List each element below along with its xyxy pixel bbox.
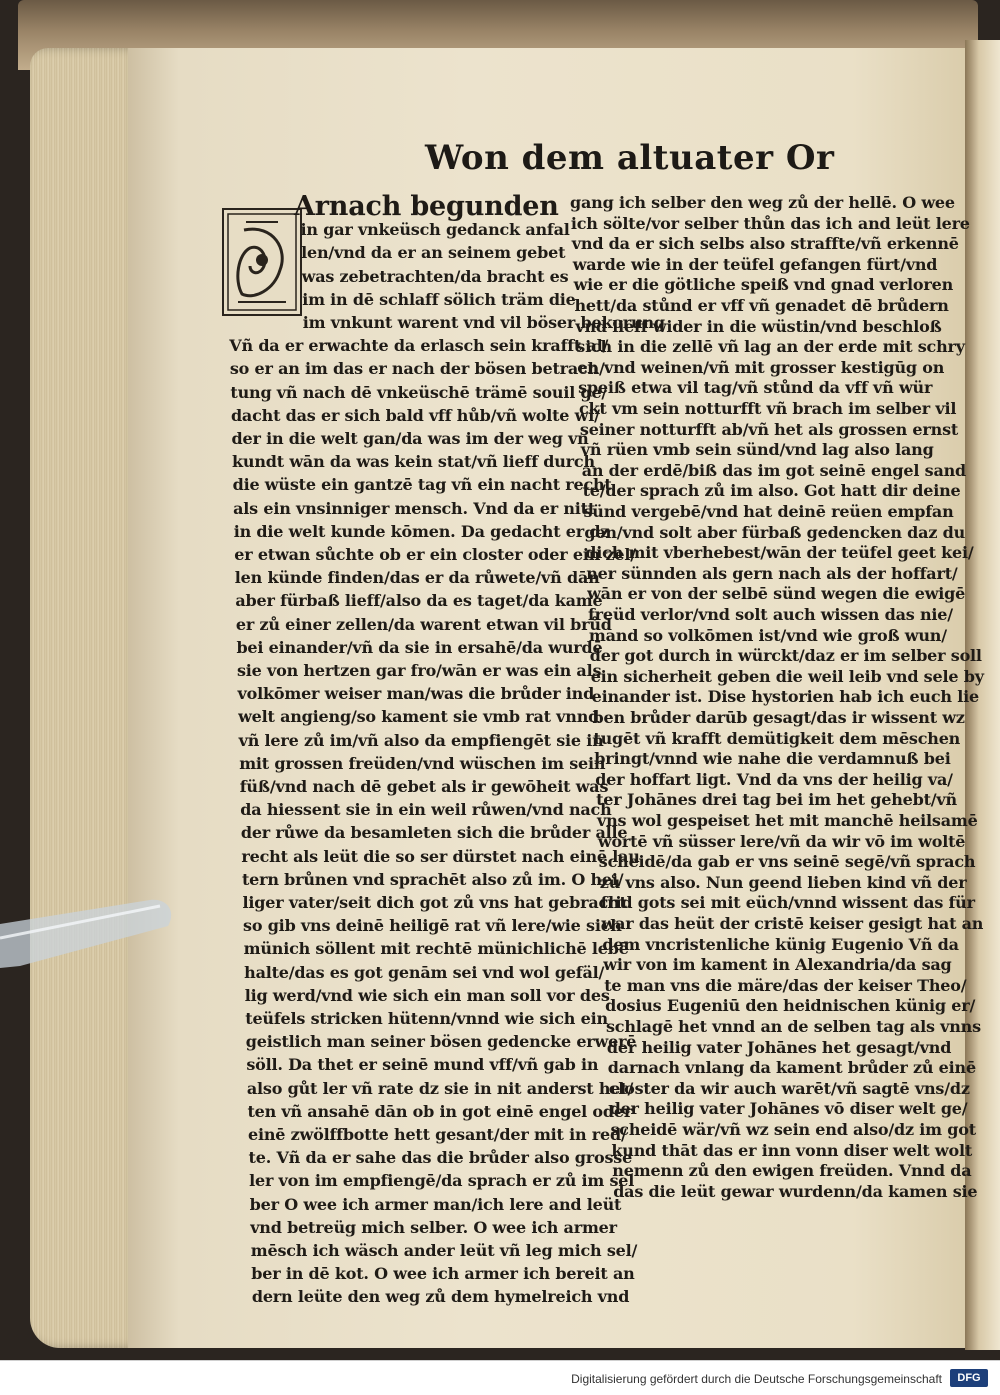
- text-line: scheidē wär/vñ wz sein end also/dz im got: [610, 1120, 976, 1139]
- text-line: nemenn zů den ewigen freüden. Vnnd da: [612, 1161, 972, 1181]
- text-line: ich sölte/vor selber thůn das ich and leüt lere: [570, 213, 970, 233]
- text-line: war das heüt der cristē keiser gesigt hat an: [601, 914, 984, 933]
- text-line: tern brůnen vnd sprachēt also zů im. O hei/: [241, 869, 624, 889]
- text-line: der got durch in würckt/daz er im selber soll: [589, 646, 982, 666]
- text-line: Vñ da er erwachte da erlasch sein krafft al/: [229, 336, 609, 356]
- text-line: vñ rüen vmb sein sünd/vnd lag also lang: [580, 440, 934, 460]
- text-line: te. Vñ da er sahe das die brůder also grosse: [248, 1148, 633, 1168]
- page-edges: [30, 48, 140, 1348]
- bookmark-strip: [0, 898, 180, 968]
- text-line: was zebetrachten/da bracht es: [301, 266, 569, 286]
- text-line: liger vater/seit dich got zů vns hat gebracht: [242, 893, 627, 912]
- text-line: als ein vnsinniger mensch. Vnd da er nitt: [233, 498, 596, 518]
- text-line: im in dē schlaff sölich träm die: [302, 289, 576, 309]
- text-line: kund thāt das er inn vonn diser welt wolt: [611, 1140, 973, 1160]
- text-line: frid gots sei mit eüch/vnnd wissent das für: [600, 893, 975, 913]
- text-line: aber fürbaß lieff/also da es taget/da kame: [235, 591, 603, 611]
- text-line: sünd vergebē/vnd hat deinē reüen empfan: [583, 502, 954, 521]
- text-line: ein sicherheit geben die weil leib vnd sele by: [590, 666, 984, 686]
- text-line: ber O wee ich armer man/ich lere and leüt: [249, 1194, 622, 1214]
- text-line: mēsch ich wäsch ander leüt vñ leg mich sel/: [250, 1241, 638, 1260]
- text-line: Arnach begunden: [294, 191, 559, 222]
- text-line: ckt vm sein notturfft vñ brach im selber vil: [579, 399, 957, 418]
- text-line: gen/vnd solt aber fürbaß gedencken daz du: [584, 522, 966, 542]
- text-line: dich mit vberhebest/wān der teüfel geet kei/: [585, 543, 974, 563]
- text-line: söll. Da thet er seinē mund vff/vñ gab in: [246, 1055, 599, 1075]
- text-line: vnd betreüg mich selber. O wee ich armer: [250, 1217, 617, 1237]
- text-line: speiß etwa vil tag/vñ stůnd da vff vñ wür: [578, 378, 933, 398]
- text-line: vns wol gespeiset het mit manchē heilsamē: [597, 811, 978, 830]
- text-line: vnd da er sich selbs also straffte/vñ erkennē: [571, 234, 959, 254]
- text-line: len/vnd da er an seinem gebet: [301, 243, 566, 263]
- text-line: halte/das es got genām sei vnd wol gefäl/: [244, 962, 605, 982]
- text-line: mand so volkōmen ist/vnd wie groß wun/: [588, 625, 947, 645]
- text-line: da hiessent sie in ein weil růwen/vnd nach: [240, 800, 612, 820]
- text-line: len künde finden/das er da růwete/vñ dān: [234, 568, 600, 588]
- decorated-initial: [222, 208, 302, 316]
- text-line: sich in die zellē vñ lag an der erde mit schry: [576, 337, 965, 357]
- text-line: scheidē/da gab er vns seinē segē/vñ sprach: [598, 852, 976, 872]
- text-line: in die welt kunde kōmen. Da gedacht er dz: [233, 521, 610, 541]
- text-line: sie von hertzen gar fro/wān er was ein als: [237, 661, 602, 680]
- text-line: bei einander/vñ da sie in ersahē/da wurdē: [236, 637, 603, 657]
- text-line: so er an im das er nach der bösen betrach/: [229, 359, 605, 379]
- text-line: der hoffart ligt. Vnd da vns der heilig va/: [595, 769, 953, 789]
- text-line: er etwan sůchte ob er ein closter oder ein zel/: [234, 545, 636, 564]
- text-line: kundt wān da was kein stat/vñ lieff durch: [232, 452, 595, 472]
- text-line: in gar vnkeüsch gedanck anfal: [300, 220, 570, 240]
- text-line: im vnkunt warent vnd vil böser bekorung: [302, 313, 665, 332]
- text-line: wortē vñ süsser lere/vñ da wir vō im woltē: [597, 831, 966, 851]
- text-line: ter Johānes drei tag bei im het gehebt/vñ: [596, 790, 957, 810]
- text-line: er zů einer zellen/da warent etwan vil brůd: [235, 614, 612, 634]
- text-line: dacht das er sich bald vff hůb/vñ wolte wi/: [230, 405, 600, 425]
- text-line: ler von im empfiengē/da sprach er zů im sel: [249, 1171, 635, 1191]
- text-line: also gůt ler vñ rate dz sie in nit anderst het/: [246, 1078, 634, 1098]
- text-line: vñ lere zů im/vñ also da empfiengēt sie in: [238, 730, 604, 750]
- text-line: füß/vnd nach dē gebet als ir gewōheit was: [239, 777, 609, 796]
- text-line: ner sünnden als gern nach als der hoffart/: [586, 563, 958, 583]
- text-line: wān er von der selbē sünd wegen die ewigē: [587, 584, 966, 604]
- text-line: recht als leüt die so ser dürstet nach einē lau: [241, 846, 640, 866]
- text-line: bringt/vnnd wie nahe die verdamnuß bei: [594, 749, 951, 769]
- text-line: einē zwölffbotte hett gesant/der mit in red/: [248, 1125, 627, 1144]
- text-line: schlagē het vnnd an de selben tag als vnns: [606, 1017, 981, 1036]
- footer-bar: [0, 1360, 1000, 1395]
- text-line: mit grossen freüden/vnd wüschen im sein: [239, 753, 606, 773]
- text-line: ben brůder darūb gesagt/das ir wissent wz: [592, 708, 965, 727]
- text-line: geistlich man seiner bösen gedencke erwerē: [245, 1032, 637, 1052]
- text-line: volkōmer weiser man/was die brůder ind: [237, 684, 595, 704]
- text-line: einander ist. Dise hystorien hab ich euch lie: [591, 687, 979, 707]
- text-line: der heilig vater Johānes het gesagt/vnd: [606, 1037, 952, 1057]
- text-line: das die leüt gewar wurdenn/da kamen sie: [613, 1181, 978, 1201]
- text-line: wie er die götliche speiß vnd gnad verloren: [573, 275, 954, 295]
- text-line: vnd lieff wider in die wüstin/vnd beschloß: [575, 316, 942, 336]
- text-line: ber in dē kot. O wee ich armer ich bereit an: [251, 1264, 635, 1284]
- text-line: zů vns also. Nun geend lieben kind vñ der: [599, 872, 967, 892]
- text-line: te man vns die märe/das der keiser Theo/: [604, 975, 967, 995]
- text-line: der heilig vater Johānes vō diser welt ge/: [609, 1099, 968, 1119]
- text-line: dem vncristenliche künig Eugenio Vñ da: [602, 934, 959, 954]
- text-line: te/der sprach zů im also. Got hatt dir deine: [582, 481, 961, 501]
- text-line: darnach vnlang da kament brůder zů einē: [607, 1058, 976, 1078]
- text-line: lig werd/vnd wie sich ein man soll vor des: [244, 985, 610, 1005]
- text-line: en vnd weinen/vñ mit grosser kestigūg on: [577, 357, 945, 377]
- text-line: warde wie in der teüfel gefangen fürt/vnd: [572, 254, 938, 274]
- text-line: seiner notturfft ab/vñ het als grossen ernst: [579, 419, 959, 439]
- text-line: tugēt vñ krafft demütigkeit dem mēschen: [593, 728, 961, 748]
- text-line: münich söllent mit rechtē münichlichē lebē: [243, 939, 629, 959]
- text-line: an der erdē/biß das im got seinē engel sand: [581, 460, 967, 480]
- text-line: die wüste ein gantzē tag vñ ein nacht recht: [232, 475, 612, 495]
- text-line: so gib vns deinē heiligē rat vñ lere/wie sich: [243, 916, 622, 936]
- ornament-icon: [224, 210, 300, 314]
- text-line: dosius Eugeniū den heidnischen künig er/: [605, 996, 976, 1016]
- text-line: wir von im kament in Alexandria/da sag: [603, 955, 952, 975]
- text-line: gang ich selber den weg zů der hellē. O wee: [570, 193, 955, 212]
- text-line: teüfels stricken hütenn/vnnd wie sich ein: [245, 1009, 608, 1028]
- text-line: der in die welt gan/da was im der weg vn: [231, 429, 589, 448]
- text-line: freüd verlor/vnd solt auch wissen das nie/: [588, 605, 953, 624]
- footer-credit: Digitalisierung gefördert durch die Deutsche Forschungsgemeinschaft: [571, 1372, 942, 1386]
- text-line: closter da wir auch warēt/vñ sagtē vns/dz: [608, 1078, 970, 1098]
- text-line: dern leüte den weg zů dem hymelreich vnd: [251, 1287, 630, 1307]
- page-heading: Won dem altuater Or: [425, 138, 835, 178]
- text-line: ten vñ ansahē dān ob in got einē engel oder: [247, 1101, 633, 1121]
- text-line: welt angieng/so kament sie vmb rat vnnd: [238, 707, 600, 727]
- dfg-logo: DFG: [950, 1369, 988, 1387]
- text-line: tung vñ nach dē vnkeüschē trämē souil ge/: [230, 382, 608, 402]
- text-line: der růwe da besamleten sich die brůder alle: [240, 823, 628, 843]
- text-line: hett/da stůnd er vff vñ genadet dē brůdern: [574, 296, 949, 315]
